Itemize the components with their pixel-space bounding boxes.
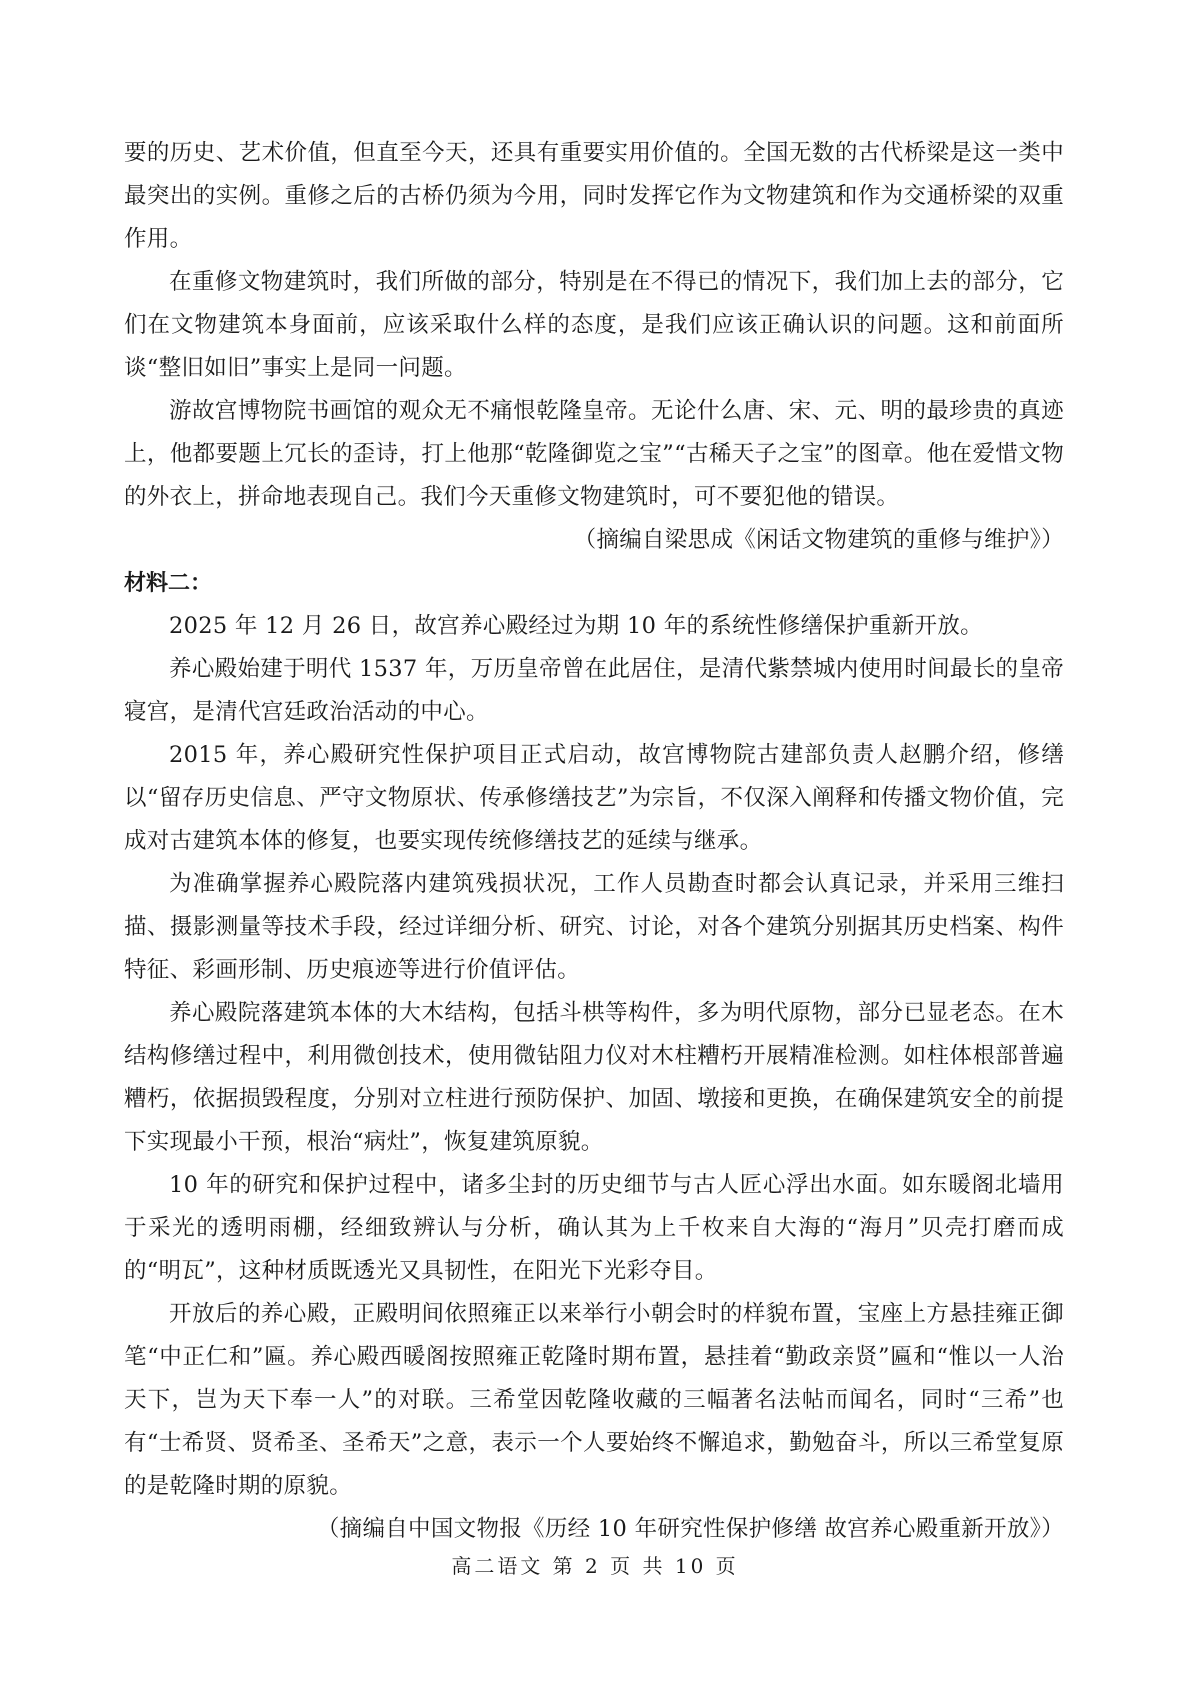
material2-paragraph-3: 2015 年，养心殿研究性保护项目正式启动，故宫博物院古建部负责人赵鹏介绍，修缮以“留存历史信息、严守文物原状、传承修缮技艺”为宗旨，不仅深入阐释和传播文物价值，完成对古建筑本体的修复，也要实现传统修缮技艺的延续与继承。 [124, 742, 1064, 854]
material1-source: （摘编自梁思成《闲话文物建筑的重修与维护》） [573, 527, 1064, 553]
page-body [124, 132, 1064, 1551]
material1-paragraph-1: 要的历史、艺术价值，但直至今天，还具有重要实用价值的。全国无数的古代桥梁是这一类中最突出的实例。重修之后的古桥仍须为今用，同时发挥它作为文物建筑和作为交通桥梁的双重作用。 [124, 140, 1064, 252]
material2-paragraph-4: 为准确掌握养心殿院落内建筑残损状况，工作人员勘查时都会认真记录，并采用三维扫描、摄影测量等技术手段，经过详细分析、研究、讨论，对各个建筑分别据其历史档案、构件特征、彩画形制、历史痕迹等进行价值评估。 [124, 871, 1064, 983]
material2-paragraph-7: 开放后的养心殿，正殿明间依照雍正以来举行小朝会时的样貌布置，宝座上方悬挂雍正御笔“中正仁和”匾。养心殿西暖阁按照雍正乾隆时期布置，悬挂着“勤政亲贤”匾和“惟以一人治天下，岂为天下奉一人”的对联。三希堂因乾隆收藏的三幅著名法帖而闻名，同时“三希”也有“士希贤、贤希圣、圣希天”之意，表示一个人要始终不懈追求，勤勉奋斗，所以三希堂复原的是乾隆时期的原貌。 [124, 1301, 1064, 1499]
page-footer: 高二语文 第 2 页 共 10 页 [451, 1554, 739, 1578]
material2-paragraph-1: 2025 年 12 月 26 日，故宫养心殿经过为期 10 年的系统性修缮保护重新开放。 [169, 613, 983, 639]
material2-paragraph-5: 养心殿院落建筑本体的大木结构，包括斗栱等构件，多为明代原物，部分已显老态。在木结构修缮过程中，利用微创技术，使用微钻阻力仪对木柱糟朽开展精准检测。如柱体根部普遍糟朽，依据损毁程度，分别对立柱进行预防保护、加固、墩接和更换，在确保建筑安全的前提下实现最小干预，根治“病灶”，恢复建筑原貌。 [124, 1000, 1064, 1155]
material2-paragraph-6: 10 年的研究和保护过程中，诸多尘封的历史细节与古人匠心浮出水面。如东暖阁北墙用于采光的透明雨棚，经细致辨认与分析，确认其为上千枚来自大海的“海月”贝壳打磨而成的“明瓦”，这种材质既透光又具韧性，在阳光下光彩夺目。 [124, 1172, 1064, 1284]
material1-paragraph-3: 游故宫博物院书画馆的观众无不痛恨乾隆皇帝。无论什么唐、宋、元、明的最珍贵的真迹上，他都要题上冗长的歪诗，打上他那“乾隆御览之宝”“古稀天子之宝”的图章。他在爱惜文物的外衣上，拼命地表现自己。我们今天重修文物建筑时，可不要犯他的错误。 [124, 398, 1064, 510]
material2-heading: 材料二： [124, 571, 213, 596]
material2-paragraph-2: 养心殿始建于明代 1537 年，万历皇帝曾在此居住，是清代紫禁城内使用时间最长的皇帝寝宫，是清代宫廷政治活动的中心。 [124, 656, 1064, 725]
material1-paragraph-2: 在重修文物建筑时，我们所做的部分，特别是在不得已的情况下，我们加上去的部分，它们在文物建筑本身面前，应该采取什么样的态度，是我们应该正确认识的问题。这和前面所谈“整旧如旧”事实上是同一问题。 [124, 269, 1064, 381]
material2-source: （摘编自中国文物报《历经 10 年研究性保护修缮 故宫养心殿重新开放》） [316, 1516, 1064, 1542]
